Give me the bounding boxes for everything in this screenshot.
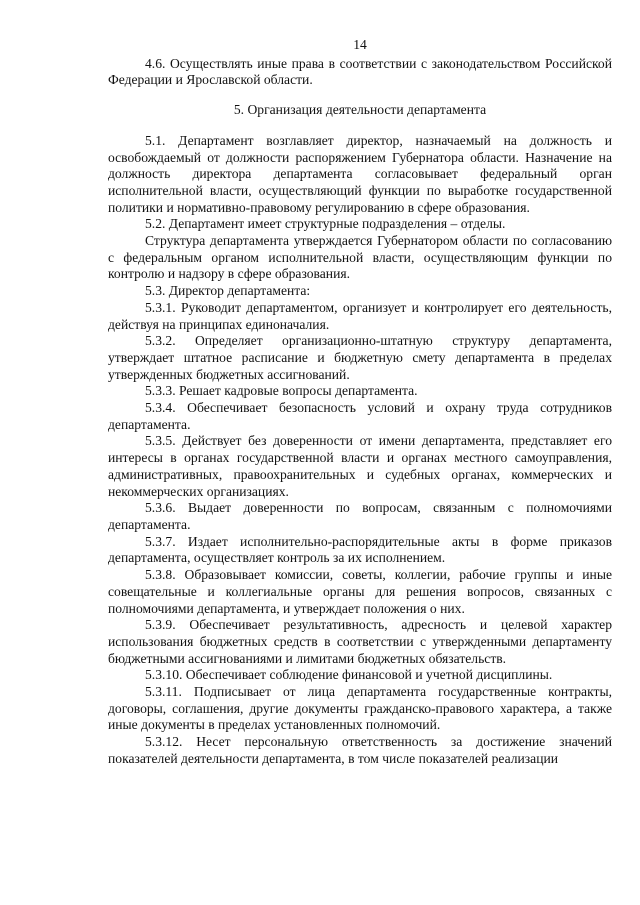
paragraph-5-3-6: 5.3.6. Выдает доверенности по вопросам, связанным с полномочиями департамента. — [108, 500, 612, 532]
paragraph-5-3-11: 5.3.11. Подписывает от лица департамента государственные контракты, договоры, соглашения, другие документы гражданско-правового характера, а также иные документы в пределах установленных полномочий. — [108, 684, 612, 733]
paragraph-5-1: 5.1. Департамент возглавляет директор, назначаемый на должность и освобождаемый от должности распоряжением Губернатора области. Назначение на должность директора департамента согласовывает федеральный орган исполнительной власти, осуществляющий функции по выработке государственной политики и нормативно-правовому регулированию в сфере образования. — [108, 132, 612, 215]
paragraph-5-3-12: 5.3.12. Несет персональную ответственность за достижение значений показателей деятельности департамента, в том числе показателей реализации — [108, 734, 612, 766]
paragraph-5-3-2: 5.3.2. Определяет организационно-штатную структуру департамента, утверждает штатное расписание и бюджетную смету департамента в пределах утвержденных бюджетных ассигнований. — [108, 333, 612, 382]
page-number: 14 — [353, 37, 367, 52]
paragraph-structure: Структура департамента утверждается Губернатором области по согласованию с федеральным органом исполнительной власти, осуществляющим функции по контролю и надзору в сфере образования. — [108, 233, 612, 282]
paragraph-5-3-7: 5.3.7. Издает исполнительно-распорядительные акты в форме приказов департамента, осуществляет контроль за их исполнением. — [108, 533, 612, 566]
paragraph-5-3-9: 5.3.9. Обеспечивает результативность, адресность и целевой характер использования бюджетных средств в соответствии с утвержденными департаменту бюджетными ассигнованиями и лимитами бюджетных обязательств. — [108, 617, 612, 666]
section-heading: 5. Организация деятельности департамента — [233, 102, 487, 118]
paragraph-5-3: 5.3. Директор департамента: — [145, 283, 311, 299]
document-page — [108, 37, 612, 768]
paragraph-5-3-5: 5.3.5. Действует без доверенности от имени департамента, представляет его интересы в органах государственной власти и органах местного самоуправления, административных, правоохранительных и судебных органах, коммерческих и некоммерческих организациях. — [108, 433, 612, 499]
paragraph-4-6: 4.6. Осуществлять иные права в соответствии с законодательством Российской Федерации и Ярославской области. — [108, 55, 612, 88]
paragraph-5-3-10: 5.3.10. Обеспечивает соблюдение финансовой и учетной дисциплины. — [145, 667, 553, 683]
paragraph-5-3-3: 5.3.3. Решает кадровые вопросы департамента. — [145, 383, 418, 399]
paragraph-5-2: 5.2. Департамент имеет структурные подразделения – отделы. — [145, 216, 506, 232]
paragraph-5-3-1: 5.3.1. Руководит департаментом, организует и контролирует его деятельность, действуя на принципах единоначалия. — [108, 299, 612, 332]
paragraph-5-3-4: 5.3.4. Обеспечивает безопасность условий и охрану труда сотрудников департамента. — [108, 400, 612, 432]
paragraph-5-3-8: 5.3.8. Образовывает комиссии, советы, коллегии, рабочие группы и иные совещательные и коллегиальные органы для решения вопросов, связанных с полномочиями департамента, и утверждает положения о них. — [108, 567, 612, 616]
